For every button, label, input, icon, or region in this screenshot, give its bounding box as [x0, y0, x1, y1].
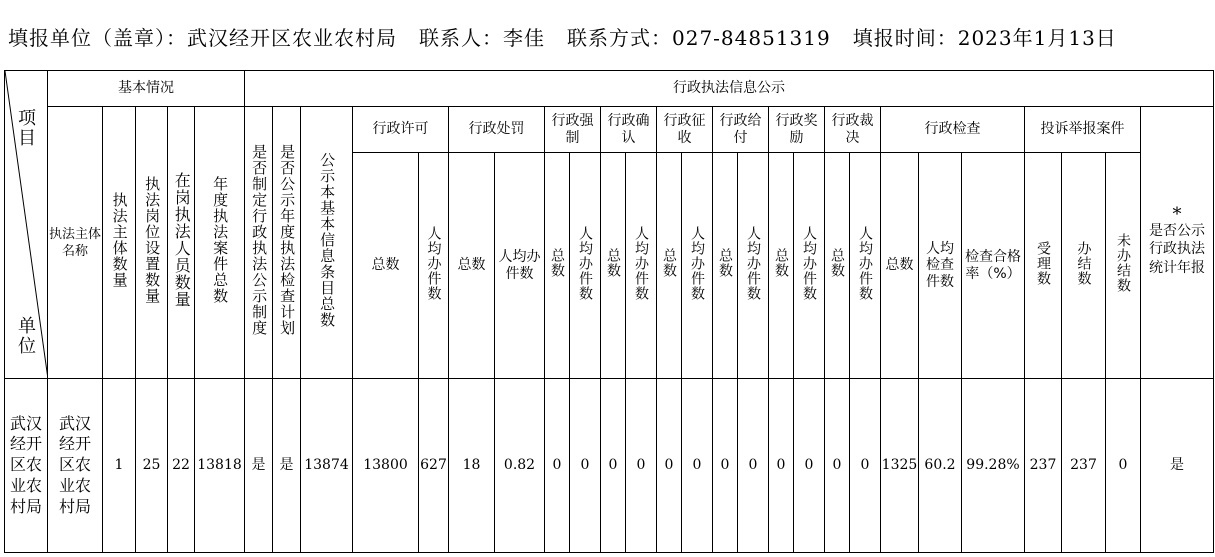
sub-inspect-total: 总数	[881, 153, 919, 379]
col-public-info: 公示本基本信息条目总数	[301, 107, 353, 379]
row-closed: 237	[1062, 379, 1106, 553]
row-unit: 武汉经开区农业农村局	[5, 379, 48, 553]
sub-payment-per: 人均办件数	[738, 153, 769, 379]
row-subject-name: 武汉经开区农业农村局	[48, 379, 103, 553]
row-public-plan: 是	[273, 379, 301, 553]
row-levy-total: 0	[657, 379, 682, 553]
row-accepted: 237	[1025, 379, 1062, 553]
header-unit: 填报单位（盖章）：武汉经开区农业农村局	[8, 26, 397, 50]
group-payment: 行政给付	[713, 107, 769, 153]
sub-levy-per: 人均办件数	[682, 153, 713, 379]
header-phone: 联系方式：027-84851319	[567, 26, 831, 50]
stats-star: *	[1172, 204, 1182, 226]
sub-reward-per: 人均办件数	[794, 153, 825, 379]
row-coercion-total: 0	[545, 379, 570, 553]
col-subject-name: 执法主体名称	[48, 107, 103, 379]
corner-item-label: 项目	[18, 108, 36, 149]
group-complaint: 投诉举报案件	[1025, 107, 1141, 153]
row-stats-report: 是	[1141, 379, 1214, 553]
enforcement-table	[4, 70, 1214, 553]
col-public-system: 是否制定行政执法公示制度	[245, 107, 273, 379]
group-ruling: 行政裁决	[825, 107, 881, 153]
sub-coercion-per: 人均办件数	[570, 153, 601, 379]
row-public-info: 13874	[301, 379, 353, 553]
row-reward-per: 0	[794, 379, 825, 553]
row-public-system: 是	[245, 379, 273, 553]
group-coercion: 行政强制	[545, 107, 601, 153]
row-staff-count: 22	[168, 379, 195, 553]
report-header	[8, 22, 1213, 51]
header-contact: 联系人：李佳	[419, 26, 545, 50]
row-reward-total: 0	[769, 379, 794, 553]
sub-unclosed: 未办结数	[1106, 153, 1141, 379]
row-penalty-per: 0.82	[495, 379, 545, 553]
sub-permit-per: 人均办件数	[419, 153, 449, 379]
col-annual-cases: 年度执法案件总数	[195, 107, 245, 379]
sub-accepted: 受理数	[1025, 153, 1062, 379]
group-reward: 行政奖励	[769, 107, 825, 153]
col-post-count: 执法岗位设置数量	[136, 107, 168, 379]
sub-penalty-per: 人均办件数	[495, 153, 545, 379]
sub-reward-total: 总数	[769, 153, 794, 379]
row-payment-per: 0	[738, 379, 769, 553]
corner-header	[5, 71, 48, 379]
row-confirm-per: 0	[626, 379, 657, 553]
col-public-plan: 是否公示年度执法检查计划	[273, 107, 301, 379]
group-penalty: 行政处罚	[449, 107, 545, 153]
sub-inspect-per: 人均检查件数	[919, 153, 962, 379]
sub-levy-total: 总数	[657, 153, 682, 379]
basic-section-title: 基本情况	[48, 71, 245, 107]
row-permit-per: 627	[419, 379, 449, 553]
sub-penalty-total: 总数	[449, 153, 495, 379]
row-inspect-per: 60.2	[919, 379, 962, 553]
group-levy: 行政征收	[657, 107, 713, 153]
row-penalty-total: 18	[449, 379, 495, 553]
sub-permit-total: 总数	[353, 153, 419, 379]
col-staff-count: 在岗执法人员数量	[168, 107, 195, 379]
row-unclosed: 0	[1106, 379, 1141, 553]
table-row	[5, 379, 1214, 553]
row-ruling-total: 0	[825, 379, 850, 553]
row-pass-rate: 99.28%	[962, 379, 1025, 553]
row-levy-per: 0	[682, 379, 713, 553]
corner-unit-label: 单位	[18, 316, 36, 357]
sub-ruling-total: 总数	[825, 153, 850, 379]
enforcement-section-title: 行政执法信息公示	[245, 71, 1214, 107]
col-stats-report: * 是否公示行政执法统计年报	[1141, 107, 1214, 379]
row-annual-cases: 13818	[195, 379, 245, 553]
row-confirm-total: 0	[601, 379, 626, 553]
sub-pass-rate: 检查合格率（%）	[962, 153, 1025, 379]
col-subject-count: 执法主体数量	[103, 107, 136, 379]
row-subject-count: 1	[103, 379, 136, 553]
row-post-count: 25	[136, 379, 168, 553]
row-permit-total: 13800	[353, 379, 419, 553]
row-ruling-per: 0	[850, 379, 881, 553]
sub-closed: 办结数	[1062, 153, 1106, 379]
group-confirm: 行政确认	[601, 107, 657, 153]
row-payment-total: 0	[713, 379, 738, 553]
header-date: 填报时间：2023年1月13日	[852, 26, 1117, 50]
sub-ruling-per: 人均办件数	[850, 153, 881, 379]
sub-payment-total: 总数	[713, 153, 738, 379]
group-permit: 行政许可	[353, 107, 449, 153]
sub-confirm-total: 总数	[601, 153, 626, 379]
row-coercion-per: 0	[570, 379, 601, 553]
sub-coercion-total: 总数	[545, 153, 570, 379]
group-inspection: 行政检查	[881, 107, 1025, 153]
row-inspect-total: 1325	[881, 379, 919, 553]
sub-confirm-per: 人均办件数	[626, 153, 657, 379]
